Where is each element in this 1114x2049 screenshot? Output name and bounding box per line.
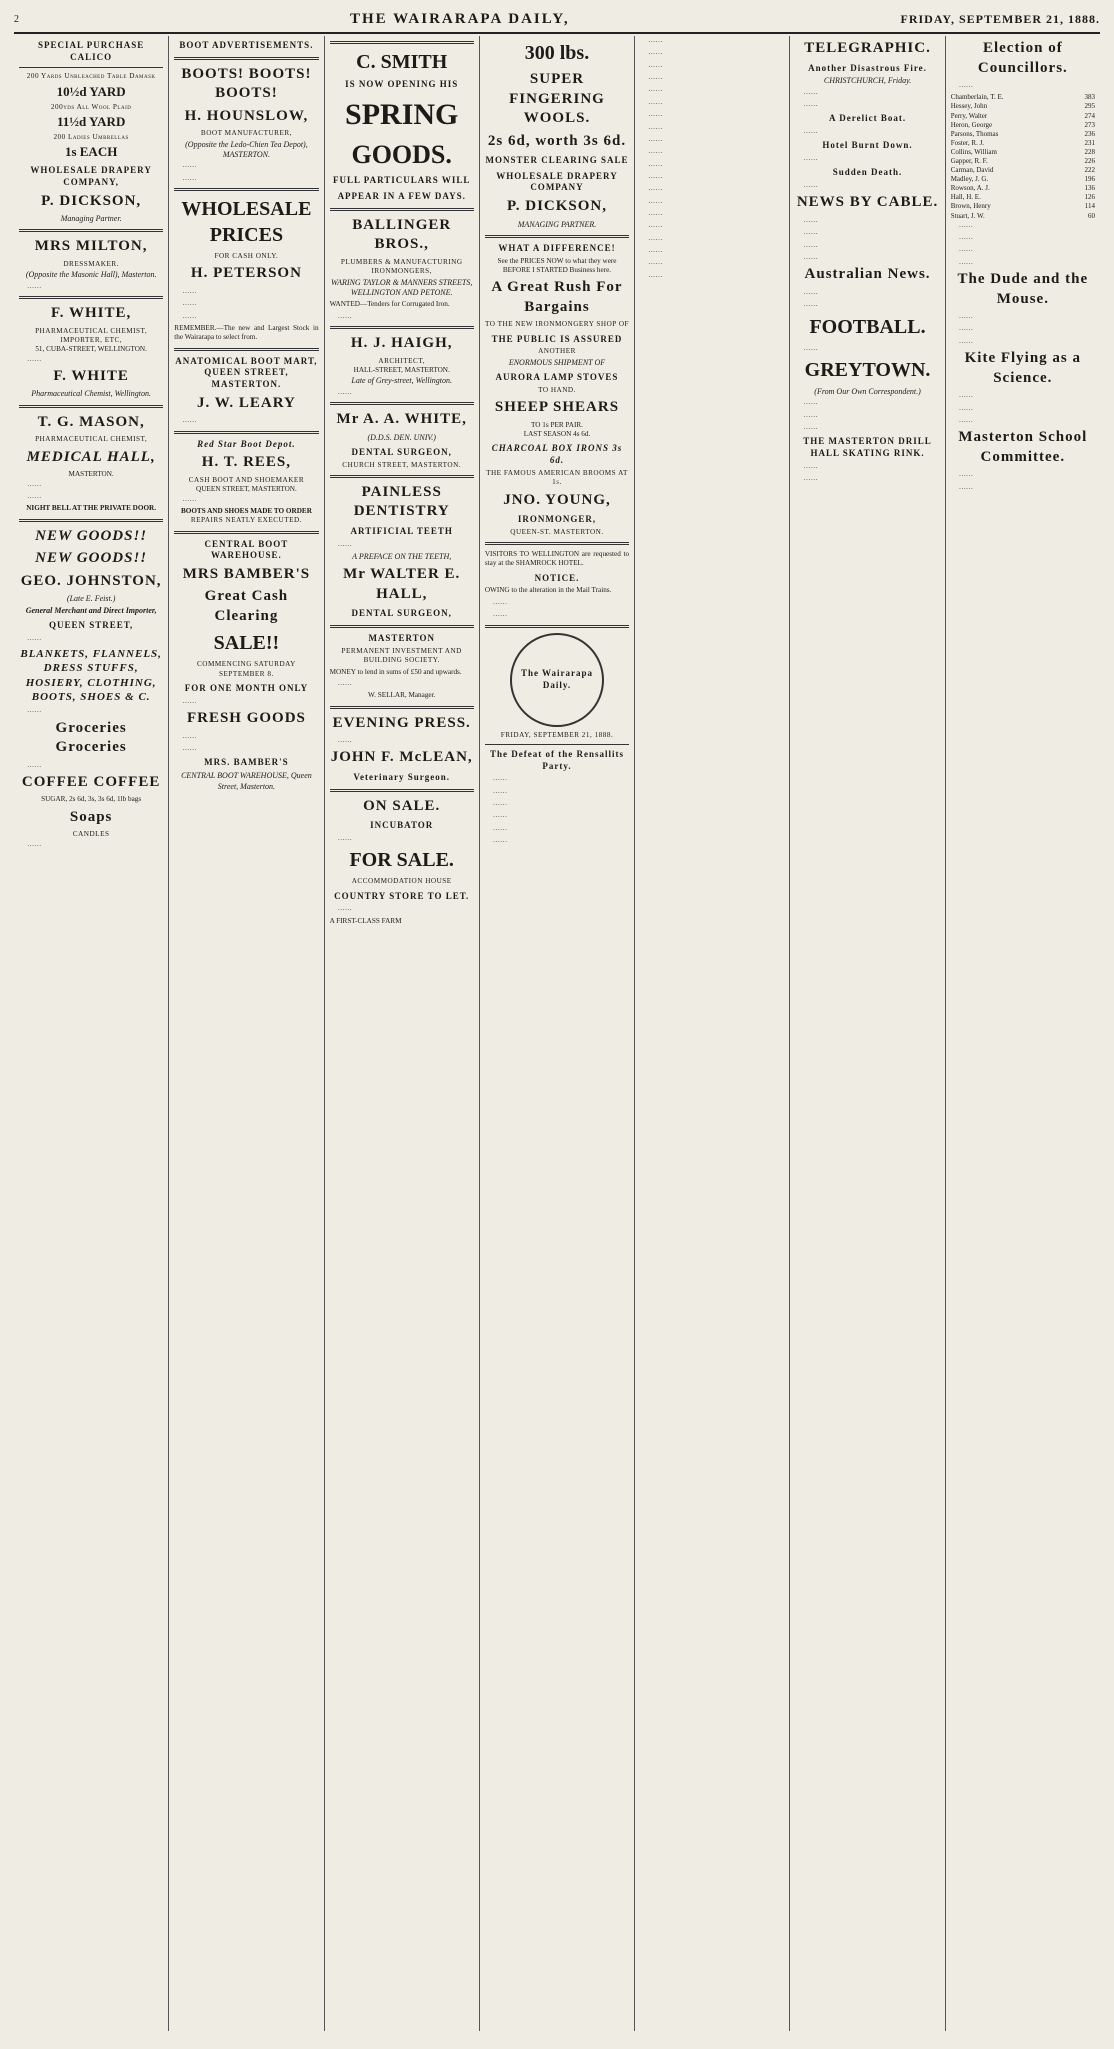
building-society: PERMANENT INVESTMENT AND BUILDING SOCIETY. [341,646,462,665]
see-prices: See the PRICES NOW to what they were BEFORE I STARTED Business here. [497,256,617,274]
smith-name: C. SMITH [356,51,448,73]
column-7 [946,36,1100,2031]
per-pair: TO 1s PER PAIR. [531,420,583,429]
body-text: …… …… [182,161,197,182]
sudden-death-heading: Sudden Death. [832,167,903,178]
bamber-name: MRS BAMBER'S [182,565,311,582]
body-text: …… …… [803,87,818,108]
vote-count: 196 [1084,175,1095,184]
fire-place: CHRISTCHURCH, Friday. [823,76,912,86]
dude-mouse-heading: The Dude and the Mouse. [957,271,1089,307]
body-text: …… …… [492,597,508,619]
umbrellas-item: 200 Ladies Umbrellas [53,132,129,141]
incubator: INCUBATOR [370,820,434,831]
fresh-goods: FRESH GOODS [186,710,306,727]
bamber-address: CENTRAL BOOT WAREHOUSE, Queen Street, Masterton. [181,771,312,791]
body-text: …… [803,343,818,352]
ballinger-role: PLUMBERS & MANUFACTURING IRONMONGERS, [340,257,463,276]
preface-line: A PREFACE ON THE TEETH, [352,552,452,562]
owing-notice: OWING to the alteration in the Mail Trains. [484,586,612,595]
mason-name: T. G. MASON, [37,413,145,430]
ballinger-name: BALLINGER BROS., [352,216,452,253]
managing-partner: MANAGING PARTNER. [517,219,597,229]
to-hand: TO HAND. [538,385,576,394]
newspaper-title: THE WAIRARAPA DAILY, [349,10,570,27]
notice-heading: NOTICE. [534,572,580,583]
appear-line: APPEAR IN A FEW DAYS. [337,191,466,202]
vote-row [951,102,1095,111]
derelict-heading: A Derelict Boat. [829,113,907,124]
body-text: …… [27,354,42,363]
body-text: …… …… …… …… [958,220,974,266]
greytown-sub: (From Our Own Correspondent.) [814,386,921,396]
charcoal-irons: CHARCOAL BOX IRONS 3s 6d. [491,443,623,466]
daily-title: The Wairarapa Daily. [510,633,604,727]
mason-role: PHARMACEUTICAL CHEMIST, [35,435,148,444]
haigh-name: H. J. HAIGH, [350,335,453,352]
last-season: LAST SEASON 4s 6d. [523,430,591,439]
hounslow-name: H. HOUNSLOW, [184,107,309,124]
body-text: …… …… …… [958,391,974,424]
telegraphic-heading: TELEGRAPHIC. [804,40,931,56]
candles-heading: CANDLES [72,830,110,839]
what-difference: WHAT A DIFFERENCE! [498,242,616,253]
super-fingering: SUPER FINGERING WOOLS. [509,71,605,126]
vote-row [951,112,1095,121]
body-text: …… [27,839,42,848]
kite-heading: Kite Flying as a Science. [964,350,1082,386]
coffee-heading: COFFEE COFFEE [21,773,161,790]
column-2 [169,36,324,2031]
vote-row [951,139,1095,148]
body-text: …… [27,760,42,769]
american-brooms: THE FAMOUS AMERICAN BROOMS AT 1s. [486,468,628,487]
vote-count: 126 [1084,193,1095,202]
dental-surgeon: DENTAL SURGEON, [351,446,452,457]
australian-heading: Australian News. [804,266,931,283]
candidate-name: Heron, George [950,120,993,129]
vote-row [951,166,1095,175]
column-1 [14,36,169,2031]
visitors-notice: VISITORS TO WELLINGTON are requested to stay at the SHAMROCK HOTEL. [484,550,630,568]
bamber-signature: MRS. BAMBER'S [204,757,289,768]
body-text: …… …… [182,731,197,753]
price-damask: 10½d YARD [56,83,126,99]
votes-list [951,93,1095,220]
candidate-name: Chamberlain, T. E. [950,93,1004,102]
wool-price: 2s 6d, worth 3s 6d. [487,132,627,149]
candidate-name: Collins, William [950,147,997,156]
column-6 [790,36,945,2031]
new-goods-1: NEW GOODS!! [35,527,148,544]
dickson-name: P. DICKSON, [41,192,142,209]
repairs-line: REPAIRS NEATLY EXECUTED. [190,516,302,525]
body-text: …… …… …… [803,398,818,432]
vote-row [951,175,1095,184]
hounslow-role: BOOT MANUFACTURER, [200,129,292,138]
young-role: IRONMONGER, [517,514,597,525]
column-5 [635,36,790,2031]
candidate-name: Hessey, John [950,102,988,111]
body-text: …… [182,696,197,705]
mason-town: MASTERTON. [68,470,114,479]
full-particulars: FULL PARTICULARS WILL [333,175,471,186]
editorial-text: …… …… …… …… …… …… [492,774,508,845]
vote-row [951,193,1095,202]
enormous-shipment: ENORMOUS SHIPMENT OF [508,357,606,367]
for-cash-only: FOR CASH ONLY. [214,252,279,261]
spring-heading: SPRING [345,97,459,131]
body-text: …… [27,633,42,642]
white-role: PHARMACEUTICAL CHEMIST, IMPORTER, ETC, [35,326,148,344]
accommodation: ACCOMMODATION HOUSE [351,877,452,886]
johnston-role: General Merchant and Direct Importer, [25,605,157,615]
body-text: …… [803,126,818,135]
candidate-name: Stuart, J. W. [950,211,985,220]
candidate-name: Hall, H. E. [950,193,981,202]
night-bell: NIGHT BELL AT THE PRIVATE DOOR. [26,504,157,513]
rees-role: CASH BOOT AND SHOEMAKER [188,475,305,484]
haigh-role: ARCHITECT, [378,356,425,365]
price-plaid: 11½d YARD [56,113,126,129]
issue-date: FRIDAY, SEPTEMBER 21, 1888. [900,11,1100,26]
white-aa-name: Mr A. A. WHITE, [336,411,467,428]
body-text: …… [337,311,352,320]
monster-clearing-sale: MONSTER CLEARING SALE [485,155,629,165]
candidate-name: Carman, David [950,166,994,175]
soaps-heading: Soaps [69,808,113,825]
candidate-name: Rowson, A. J. [950,184,990,193]
commencing-line: COMMENCING SATURDAY SEPTEMBER 8. [196,660,296,678]
vote-row [951,184,1095,193]
haigh-address: HALL-STREET, MASTERTON. [353,365,450,374]
vote-count: 295 [1084,102,1095,111]
johnston-name: GEO. JOHNSTON, [20,572,162,589]
vote-row [951,130,1095,139]
mclean-role: Veterinary Surgeon. [353,771,451,782]
painless-heading: PAINLESS DENTISTRY [353,483,450,520]
body-text: …… …… [958,470,974,491]
hall-role: DENTAL SURGEON, [351,608,452,619]
column-3 [325,36,480,2031]
white-address: 51, CUBA-STREET, WELLINGTON. [35,345,147,354]
artificial-teeth: ARTIFICIAL TEETH [350,525,453,536]
dickson-name-2: P. DICKSON, [506,198,608,215]
sugar-line: SUGAR, 2s 6d, 3s, 3s 6d, 1lb bags [41,795,142,804]
vote-row [951,93,1095,102]
another: ANOTHER [538,347,576,356]
sellar-sig: W. SELLAR, Manager. [368,691,436,700]
football-heading: FOOTBALL. [809,315,926,338]
now-opening: IS NOW OPENING HIS [345,79,459,89]
first-class-farm: A FIRST-CLASS FARM [329,916,402,925]
peterson-name: H. PETERSON [190,265,302,282]
wholesale-drapery: WHOLESALE DRAPERY COMPANY [496,170,618,193]
new-ironmongery: TO THE NEW IRONMONGERY SHOP OF [484,320,630,329]
body-text: …… …… [803,461,818,483]
vote-row [951,202,1095,211]
one-month-only: FOR ONE MONTH ONLY [184,683,309,694]
manager-label: Managing Partner. [60,214,122,223]
body-text: …… …… …… [958,312,974,345]
hotel-heading: Hotel Burnt Down. [822,140,913,151]
body-text: …… [182,494,197,503]
vote-count: 228 [1084,147,1095,156]
milton-name: MRS MILTON, [34,238,148,255]
news-cable-heading: NEWS BY CABLE. [796,194,939,211]
damask-item: 200 Yards Unbleached Table Damask [26,72,156,81]
candidate-name: Foster, R. J. [950,138,985,147]
body-text: …… …… [803,287,818,309]
body-text: …… [337,833,352,842]
anatomical-heading: ANATOMICAL BOOT MART, QUEEN STREET, MASTERTON. [175,355,318,390]
body-text: …… [182,416,197,425]
goods-heading: GOODS. [351,139,452,169]
young-address: QUEEN-ST. MASTERTON. [510,527,604,536]
column-4 [480,36,635,2031]
drill-hall-heading: THE MASTERTON DRILL HALL SKATING RINK. [803,436,932,459]
white-name: F. WHITE, [51,305,132,321]
boots-cry: BOOTS! BOOTS! BOOTS! [181,65,312,102]
defeat-heading: The Defeat of the Rensallits Party. [489,748,624,771]
red-star-heading: Red Star Boot Depot. [197,438,296,449]
on-sale: ON SALE. [363,797,441,814]
vote-row [951,148,1095,157]
body-text: …… [337,904,352,913]
fire-heading: Another Disastrous Fire. [808,62,927,73]
candidate-name: Madley, J. G. [950,175,989,184]
ballinger-address: WARING TAYLOR & MANNERS STREETS, WELLINGTON AND PETONE. [331,277,473,297]
aurora-lamp: AURORA LAMP STOVES [495,372,619,383]
vote-count: 231 [1084,138,1095,147]
clearing-heading: Great Cash Clearing [204,588,289,624]
body-text: …… [337,678,352,687]
country-store: COUNTRY STORE TO LET. [334,890,470,901]
vote-count: 273 [1084,120,1095,129]
news-text: …… …… …… …… …… …… …… …… …… …… …… …… …… …… …… …… …… …… …… …… [648,36,663,279]
candidate-name: Gapper, R. F. [950,157,988,166]
remember-notice: REMEMBER.—The new and Largest Stock in the Wairarapa to select from. [174,323,319,342]
body-text: …… [27,281,42,290]
white-signature-role: Pharmaceutical Chemist, Wellington. [31,389,151,399]
candidate-name: Parsons, Thomas [950,129,999,138]
haigh-late: Late of Grey-street, Wellington. [351,376,453,386]
vote-count: 226 [1084,157,1095,166]
wholesale-heading: WHOLESALE DRAPERY COMPANY, [30,165,152,187]
vote-count: 60 [1087,211,1095,220]
body-text: …… [27,706,42,715]
body-text: …… [337,387,352,396]
special-purchase-heading: SPECIAL PURCHASE CALICO [38,40,145,62]
leary-name: J. W. LEARY [197,394,296,411]
body-text: …… [958,81,974,89]
boot-ads-heading: BOOT ADVERTISEMENTS. [179,40,314,50]
body-text: …… [337,539,352,548]
sheep-shears: SHEEP SHEARS [494,399,620,416]
made-to-order: BOOTS AND SHOES MADE TO ORDER [180,506,312,515]
body-text: …… [803,154,818,163]
price-umbrellas: 1s EACH [64,144,118,160]
medical-hall: MEDICAL HALL, [26,448,156,465]
election-heading: Election of Councillors. [977,40,1068,76]
white-signature: F. WHITE [53,367,129,384]
vote-count: 274 [1084,111,1095,120]
body-text: …… [803,181,818,190]
money-notice: MONEY to lend in sums of £50 and upwards. [329,667,462,676]
rees-name: H. T. REES, [201,454,292,471]
johnston-late: (Late E. Feist.) [66,594,116,604]
candidate-name: Perry, Walter [950,111,988,120]
vote-count: 236 [1084,129,1095,138]
greytown-heading: GREYTOWN. [804,358,931,381]
candidate-name: Brown, Henry [950,202,991,211]
masthead [14,6,1100,34]
blankets-list: BLANKETS, FLANNELS, DRESS STUFFS, HOSIERY, CLOTHING, BOOTS, SHOES & C. [20,647,162,703]
shades-heading: 300 lbs. [524,42,590,64]
vote-count: 136 [1084,184,1095,193]
vote-row [951,212,1095,221]
vote-count: 222 [1084,166,1095,175]
vote-count: 114 [1084,202,1095,211]
columns [14,36,1100,2031]
masterton-heading: MASTERTON [368,633,435,644]
mclean-name: JOHN F. McLEAN, [330,749,473,766]
body-text: …… …… …… [182,286,197,320]
young-name: JNO. YOUNG, [503,491,611,508]
vote-count: 383 [1084,93,1095,102]
wholesale-prices: WHOLESALE PRICES [181,198,312,247]
milton-role: DRESSMAKER. [63,259,119,268]
body-text: …… [337,736,352,745]
evening-press: EVENING PRESS. [332,714,471,731]
central-warehouse: CENTRAL BOOT WAREHOUSE. [204,538,289,561]
rees-street: QUEEN STREET, MASTERTON. [196,485,297,494]
plaid-item: 200yds All Wool Plaid [50,102,132,111]
milton-address: (Opposite the Masonic Hall), Masterton. [25,270,157,280]
great-rush: A Great Rush For Bargains [491,279,623,315]
daily-date: FRIDAY, SEPTEMBER 21, 1888. [500,730,614,739]
sale-heading: SALE!! [213,632,280,655]
new-goods-2: NEW GOODS!! [35,550,148,567]
vote-row [951,121,1095,130]
groceries-heading: Groceries Groceries [55,719,127,755]
body-text: …… …… [27,479,42,500]
public-assured: THE PUBLIC IS ASSURED [491,333,623,344]
church-street: CHURCH STREET, MASTERTON. [342,460,462,469]
page-number: 2 [14,13,19,25]
johnston-street: QUEEN STREET, [48,619,134,630]
wanted-notice: WANTED—Tenders for Corrugated Iron. [329,300,450,309]
for-sale: FOR SALE. [349,849,454,872]
school-committee-heading: Masterton School Committee. [958,429,1088,465]
vote-row [951,157,1095,166]
body-text: …… …… …… …… [803,215,818,262]
white-aa-role: (D.D.S. DEN. UNIV.) [367,432,436,442]
hounslow-address: (Opposite the Ledo-Chien Tea Depot), MASTERTON. [185,139,308,159]
hall-name: Mr WALTER E. HALL, [343,566,461,602]
